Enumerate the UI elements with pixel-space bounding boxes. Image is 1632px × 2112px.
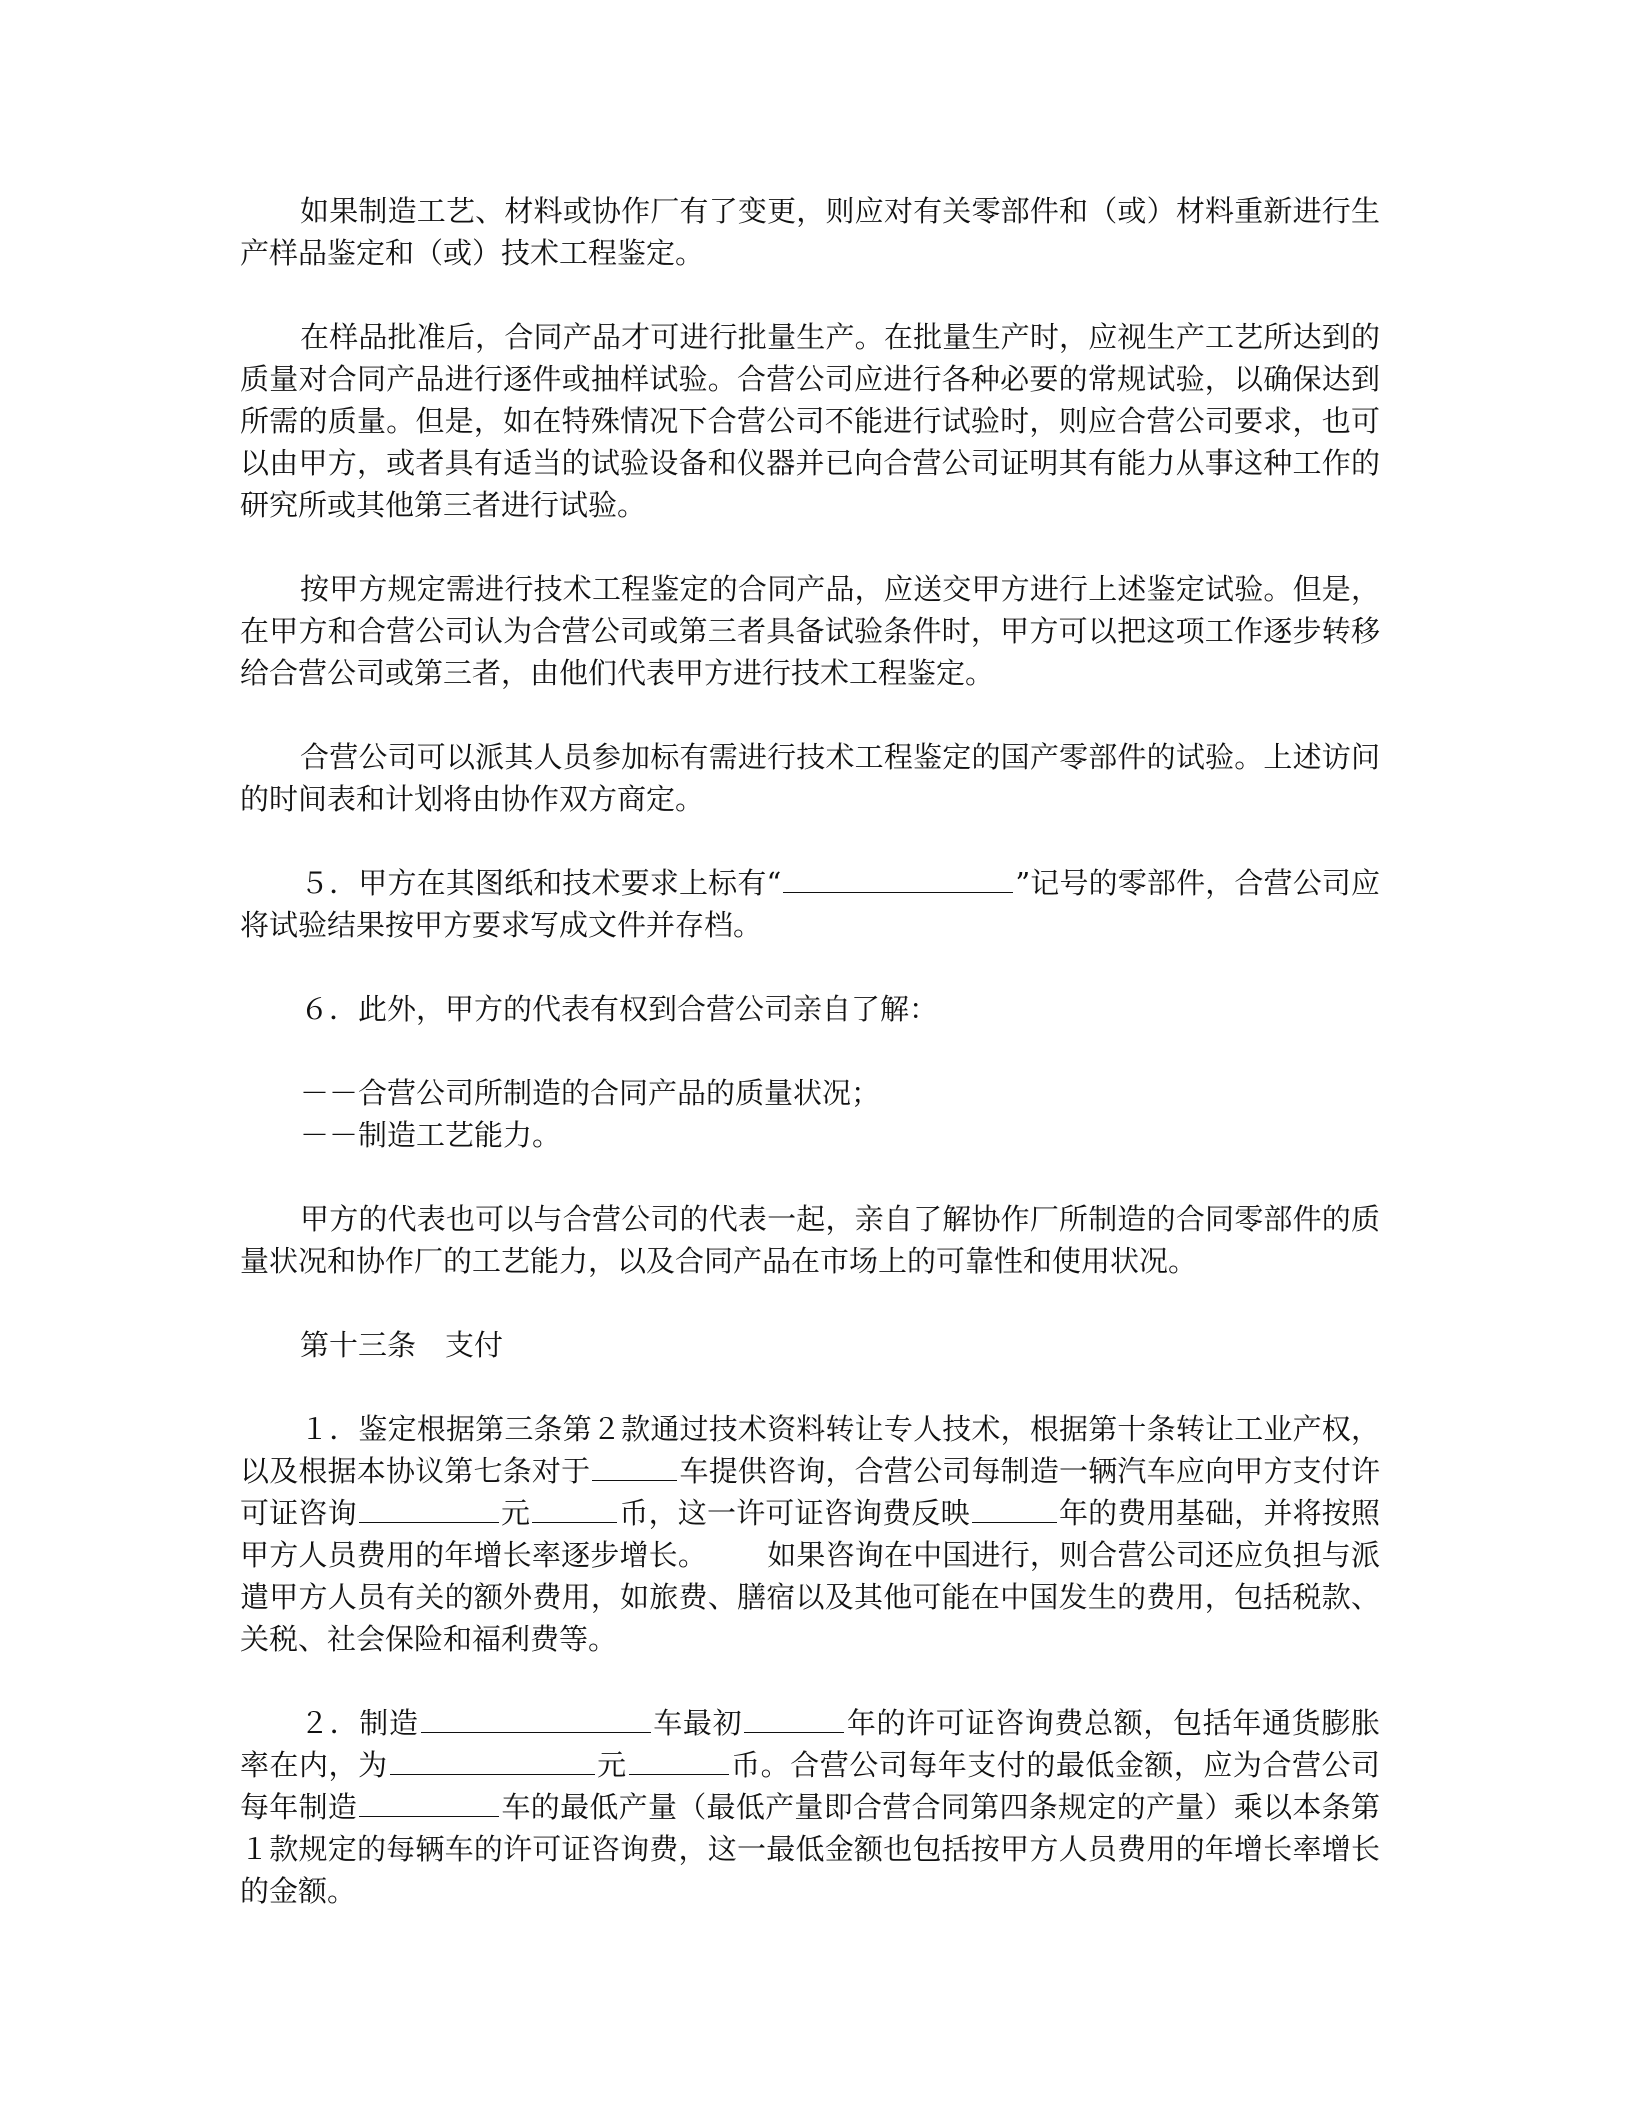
vehicle-type-blank: [592, 1450, 677, 1481]
fee-amount-blank: [359, 1492, 499, 1523]
dash-item-process: －－制造工艺能力。: [300, 1118, 562, 1152]
mark-blank: [783, 862, 1013, 893]
paragraph-personnel-participation: 合营公司可以派其人员参加标有需进行技术工程鉴定的国产零部件的试验。上述访问的时间表和计划将由协作双方商定。: [240, 740, 1380, 816]
total-amount-blank: [390, 1744, 595, 1775]
paragraph-sample-change: 如果制造工艺、材料或协作厂有了变更，则应对有关零部件和（或）材料重新进行生产样品鉴定和（或）技术工程鉴定。: [240, 194, 1380, 270]
pay1-text-a: １．鉴定根据第三条第２款通过技术资料转让专人技术，根据第十条转让工业产权，以及根据本协议第七条对于: [240, 1412, 1380, 1488]
paragraph-payment-2: [240, 1702, 1380, 1912]
pay1-text-c: 元: [500, 1496, 531, 1530]
dash-item-quality: －－合营公司所制造的合同产品的质量状况；: [300, 1076, 881, 1110]
pay1-text-d: 币，这一许可证咨询费反映: [619, 1496, 970, 1530]
pay2-text-e: 币。合营公司每年支付的最低金额，应为合营公司每年制造: [240, 1748, 1380, 1824]
item-5-text-b: ”记号的零部件，合营公司应将试验结果按甲方要求写成文件并存档。: [240, 866, 1381, 942]
pay2-text-c: 年的许可证咨询费总额，包括年通货膨胀率在内，为: [240, 1706, 1380, 1782]
annual-output-blank: [359, 1786, 499, 1817]
pay2-text-b: 车最初: [652, 1706, 743, 1740]
initial-years-blank: [744, 1702, 844, 1733]
currency-blank-2: [629, 1744, 729, 1775]
paragraph-item-5: [240, 862, 1380, 946]
paragraph-payment-1: [240, 1408, 1380, 1660]
pay1-text-f: 如果咨询在中国进行，则合营公司还应负担与派遣甲方人员有关的额外费用，如旅费、膳宿以及其他可能在中国发生的费用，包括税款、关税、社会保险和福利费等。: [240, 1538, 1380, 1656]
pay2-text-d: 元: [596, 1748, 627, 1782]
pay1-text-e: 年的费用基础，并将按照甲方人员费用的年增长率逐步增长。: [240, 1496, 1380, 1572]
paragraph-engineering-appraisal: 按甲方规定需进行技术工程鉴定的合同产品，应送交甲方进行上述鉴定试验。但是，在甲方和合营公司认为合营公司或第三者具备试验条件时，甲方可以把这项工作逐步转移给合营公司或第三者，由他们代表甲方进行技术工程鉴定。: [240, 572, 1380, 690]
section-heading-payment: 第十三条 支付: [300, 1328, 504, 1362]
pay2-text-a: ２．制造: [300, 1706, 419, 1740]
paragraph-representative: 甲方的代表也可以与合营公司的代表一起，亲自了解协作厂所制造的合同零部件的质量状况和协作厂的工艺能力，以及合同产品在市场上的可靠性和使用状况。: [240, 1202, 1380, 1278]
currency-blank: [532, 1492, 617, 1523]
base-year-blank: [972, 1492, 1057, 1523]
item-5-text-a: ５．甲方在其图纸和技术要求上标有“: [300, 866, 782, 900]
paragraph-batch-production: 在样品批准后，合同产品才可进行批量生产。在批量生产时，应视生产工艺所达到的质量对合同产品进行逐件或抽样试验。合营公司应进行各种必要的常规试验，以确保达到所需的质量。但是，如在特殊情况下合营公司不能进行试验时，则应合营公司要求，也可以由甲方，或者具有适当的试验设备和仪器并已向合营公司证明其有能力从事这种工作的研究所或其他第三者进行试验。: [240, 320, 1380, 522]
pay1-text-b: 车提供咨询，合营公司每制造一辆汽车应向甲方支付许可证咨询: [240, 1454, 1380, 1530]
pay2-text-f: 车的最低产量（最低产量即合营合同第四条规定的产量）乘以本条第１款规定的每辆车的许可证咨询费，这一最低金额也包括按甲方人员费用的年增长率增长的金额。: [240, 1790, 1380, 1908]
vehicle-model-blank: [421, 1702, 651, 1733]
document-page: [240, 190, 1380, 1954]
paragraph-item-6: ６．此外，甲方的代表有权到合营公司亲自了解：: [300, 992, 939, 1026]
